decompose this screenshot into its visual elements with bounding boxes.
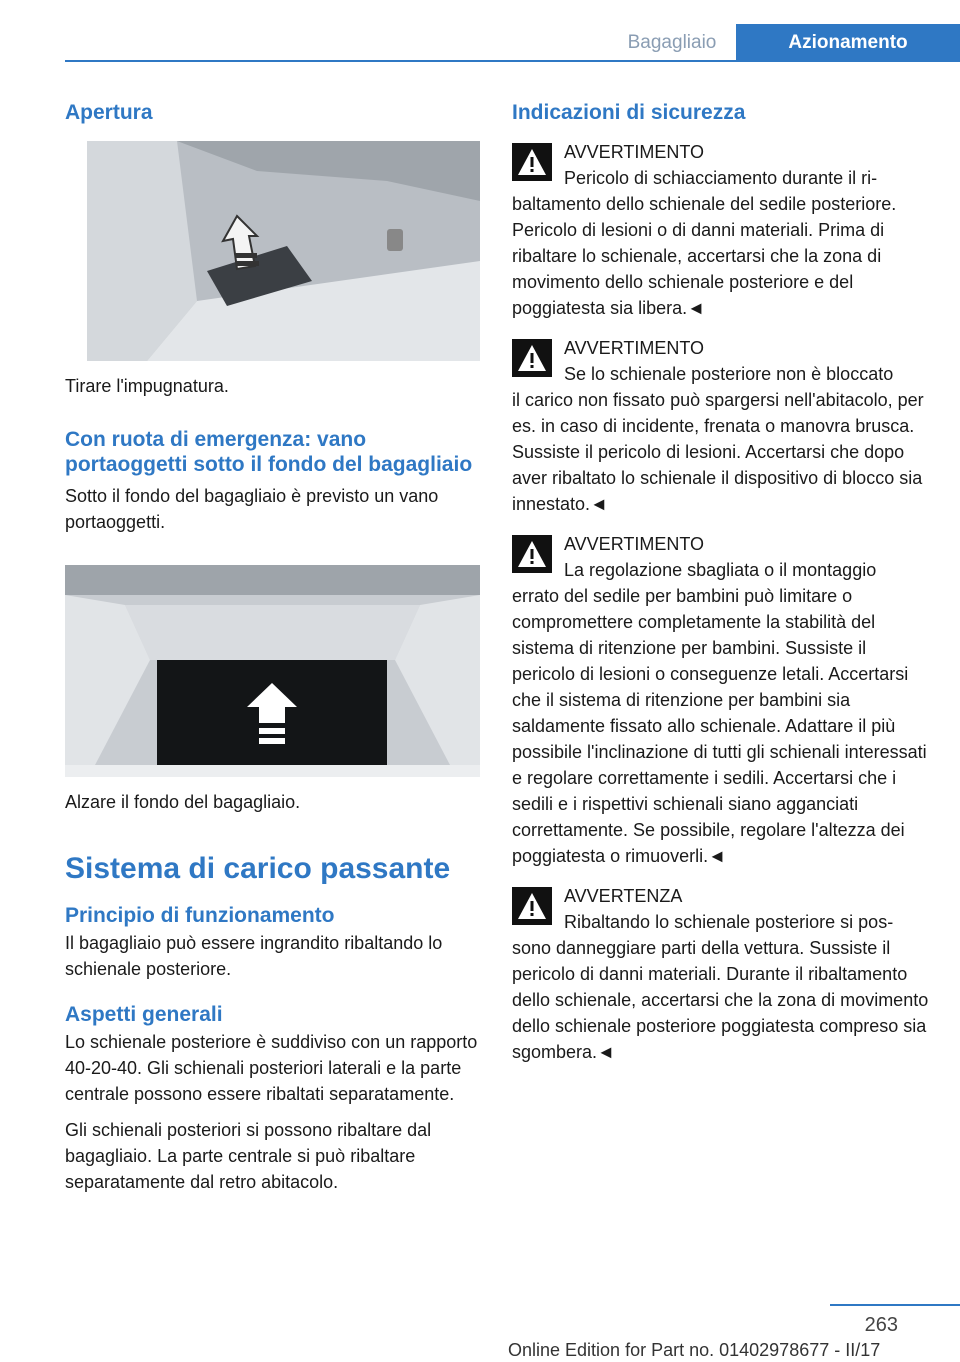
left-column	[65, 100, 483, 1195]
sistema-heading: Sistema di carico passante	[65, 852, 451, 885]
trunk-handle-illustration	[87, 141, 480, 361]
footer-rule	[830, 1304, 960, 1306]
warning-text: il carico non fissato può spargersi nell'abitacolo, per es. in caso di incidente, frenata o manovra brusca. Sussiste il pericolo di lesioni. Accertarsi che dopo aver ribaltato lo schienale il dispositivo di blocco sia innestato.◄	[512, 390, 924, 514]
apertura-heading: Apertura	[65, 101, 153, 124]
figure-trunk-floor	[65, 565, 480, 777]
trunk-floor-illustration	[65, 565, 480, 777]
aspetti-heading: Aspetti generali	[65, 1003, 223, 1026]
warning-title: AVVERTIMENTO	[564, 142, 705, 162]
header-chapter-tab[interactable]: Azionamento	[736, 24, 960, 61]
ruota-heading: Con ruota di emergenza: vano portaoggetti sotto il fondo del bagagliaio	[65, 428, 473, 476]
aspetti-p1: Lo schienale posteriore è suddiviso con un rapporto 40-20-40. Gli schienali posteriori laterali e la parte centrale possono essere ribaltati separatamente.	[65, 1032, 478, 1104]
warning-block	[512, 883, 930, 1065]
warning-block	[512, 335, 930, 517]
fig2-caption: Alzare il fondo del bagagliaio.	[65, 792, 301, 812]
warning-triangle-icon	[512, 339, 552, 377]
principio-text: Il bagagliaio può essere ingrandito ribaltando lo schienale posteriore.	[65, 933, 443, 979]
warning-title: AVVERTENZA	[564, 886, 683, 906]
warning-block	[512, 531, 930, 869]
right-column	[512, 100, 930, 1065]
fig1-caption: Tirare l'impugnatura.	[65, 376, 229, 396]
warning-text: baltamento dello schienale del sedile posteriore. Pericolo di lesioni o di danni materiali. Prima di ribaltare lo schienale, accertarsi che la zona di movimento dello schienale posteriore e del poggiatesta sia libera.◄	[512, 194, 897, 318]
edition-note: Online Edition for Part no. 01402978677 - II/17	[508, 1340, 881, 1360]
ruota-text: Sotto il fondo del bagagliaio è previsto un vano portaoggetti.	[65, 486, 439, 532]
warning-block	[512, 139, 930, 321]
header-section[interactable]: Bagagliaio	[627, 32, 717, 53]
page-number: 263	[864, 1314, 898, 1336]
warning-first-line: La regolazione sbagliata o il montaggio	[564, 560, 877, 580]
warning-triangle-icon	[512, 143, 552, 181]
warning-title: AVVERTIMENTO	[564, 534, 705, 554]
warning-first-line: Pericolo di schiacciamento durante il ri-	[564, 168, 878, 188]
principio-heading: Principio di funzionamento	[65, 904, 335, 927]
safety-heading: Indicazioni di sicurezza	[512, 101, 746, 124]
figure-trunk-handle	[87, 141, 480, 361]
warning-title: AVVERTIMENTO	[564, 338, 705, 358]
aspetti-p2: Gli schienali posteriori si possono ribaltare dal bagagliaio. La parte centrale si può ribaltare separatamente dal retro abitacolo.	[65, 1120, 432, 1192]
warning-triangle-icon	[512, 887, 552, 925]
warning-first-line: Se lo schienale posteriore non è bloccato	[564, 364, 894, 384]
warning-first-line: Ribaltando lo schienale posteriore si pos-	[564, 912, 894, 932]
warning-text: sono danneggiare parti della vettura. Sussiste il pericolo di danni materiali. Durante il ribaltamento dello schienale, accertarsi che la zona di movimento dello schienale posteriore poggiatesta compreso sia sgombera.◄	[512, 938, 929, 1062]
warning-text: errato del sedile per bambini può limitare o compromettere completamente la stabilità del sistema di ritenzione per bambini. Sussiste il pericolo di lesioni o conseguenze letali. Accertarsi che il sistema di ritenzione per bambini sia saldamente fissato allo schienale. Adattare il più possibile l'inclinazione di tutti gli schienali interessati e regolare correttamente i sedili. Accertarsi che i sedili e i rispettivi schienali siano agganciati correttamente. Se possibile, regolare l'altezza dei poggiatesta o rimuoverli.◄	[512, 586, 927, 866]
warning-triangle-icon	[512, 535, 552, 573]
